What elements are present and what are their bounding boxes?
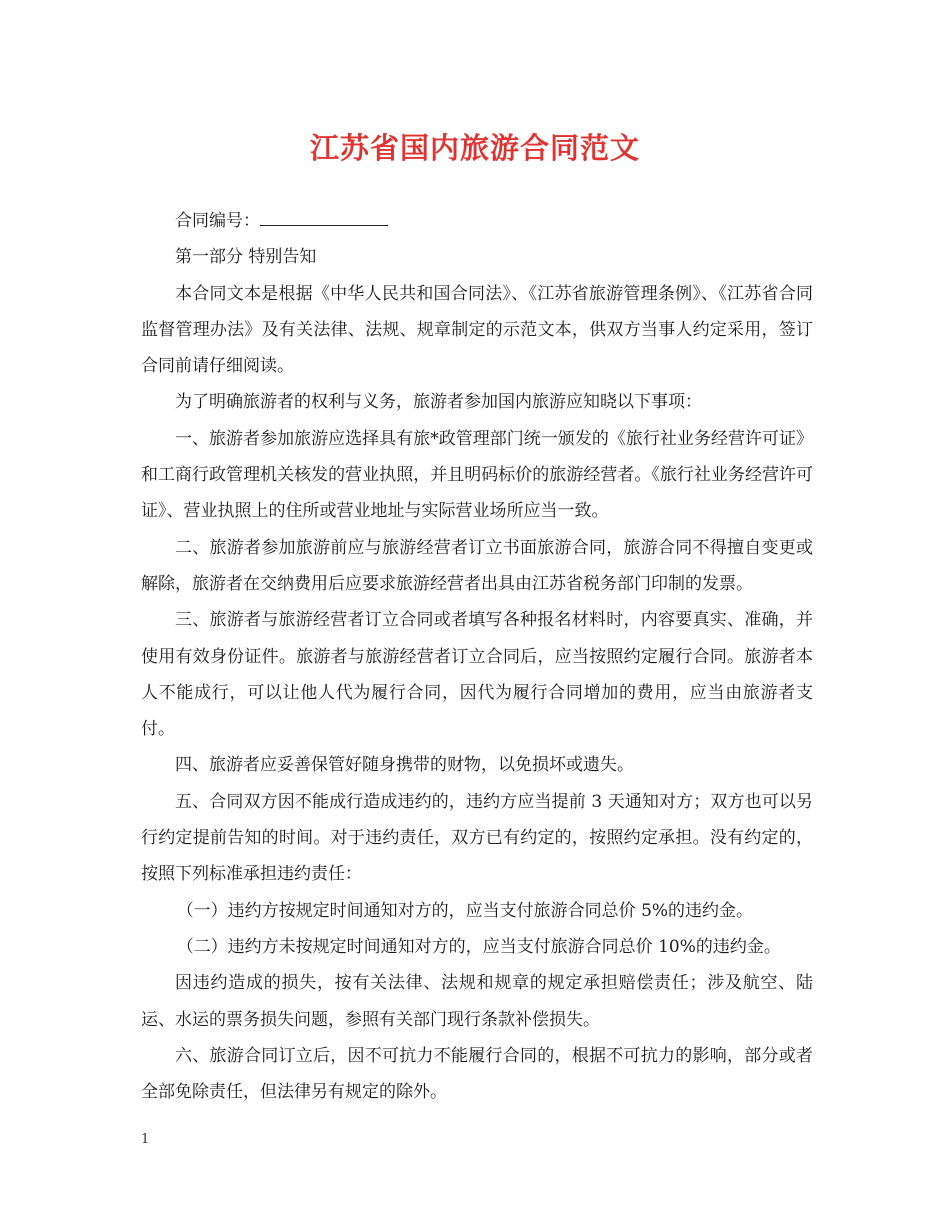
contract-number-label: 合同编号： — [175, 211, 260, 231]
paragraph: 三、旅游者与旅游经营者订立合同或者填写各种报名材料时，内容要真实、准确，并使用有效身份证件。旅游者与旅游经营者订立合同后，应当按照约定履行合同。旅游者本人不能成行，可以让他人代为履行合同，因代为履行合同增加的费用，应当由旅游者支付。 — [141, 610, 813, 740]
page-number: 1 — [141, 1132, 150, 1147]
document-title: 江苏省国内旅游合同范文 — [309, 131, 640, 165]
paragraph: 第一部分 特别告知 — [175, 247, 317, 268]
paragraph: 本合同文本是根据《中华人民共和国合同法》、《江苏省旅游管理条例》、《江苏省合同监督管理办法》及有关法律、法规、规章制定的示范文本，供双方当事人约定采用，签订合同前请仔细阅读。 — [141, 283, 813, 377]
paragraph: （一）违约方按规定时间通知对方的，应当支付旅游合同总价 5%的违约金。 — [176, 900, 754, 921]
paragraph: 为了明确旅游者的权利与义务，旅游者参加国内旅游应知晓以下事项： — [175, 392, 702, 413]
contract-number-blank[interactable] — [260, 211, 388, 226]
paragraph: 因违约造成的损失，按有关法律、法规和规章的规定承担赔偿责任；涉及航空、陆运、水运的票务损失问题，参照有关部门现行条款补偿损失。 — [141, 973, 813, 1030]
contract-number-line — [141, 203, 813, 239]
document-body — [141, 203, 813, 1110]
paragraph: 四、旅游者应妥善保管好随身携带的财物，以免损坏或遗失。 — [175, 755, 634, 776]
paragraph: 六、旅游合同订立后，因不可抗力不能履行合同的，根据不可抗力的影响，部分或者全部免除责任，但法律另有规定的除外。 — [141, 1045, 813, 1103]
paragraph: （二）违约方未按规定时间通知对方的，应当支付旅游合同总价 10%的违约金。 — [176, 936, 781, 957]
paragraph: 五、合同双方因不能成行造成违约的，违约方应当提前 3 天通知对方；双方也可以另行约定提前告知的时间。对于违约责任，双方已有约定的，按照约定承担。没有约定的，按照下列标准承担违约责任： — [141, 791, 813, 885]
paragraph: 一、旅游者参加旅游应选择具有旅*政管理部门统一颁发的《旅行社业务经营许可证》和工商行政管理机关核发的营业执照，并且明码标价的旅游经营者。《旅行社业务经营许可证》、营业执照上的住所或营业地址与实际营业场所应当一致。 — [141, 428, 813, 522]
paragraph: 二、旅游者参加旅游前应与旅游经营者订立书面旅游合同，旅游合同不得擅自变更或解除，旅游者在交纳费用后应要求旅游经营者出具由江苏省税务部门印制的发票。 — [141, 537, 813, 594]
